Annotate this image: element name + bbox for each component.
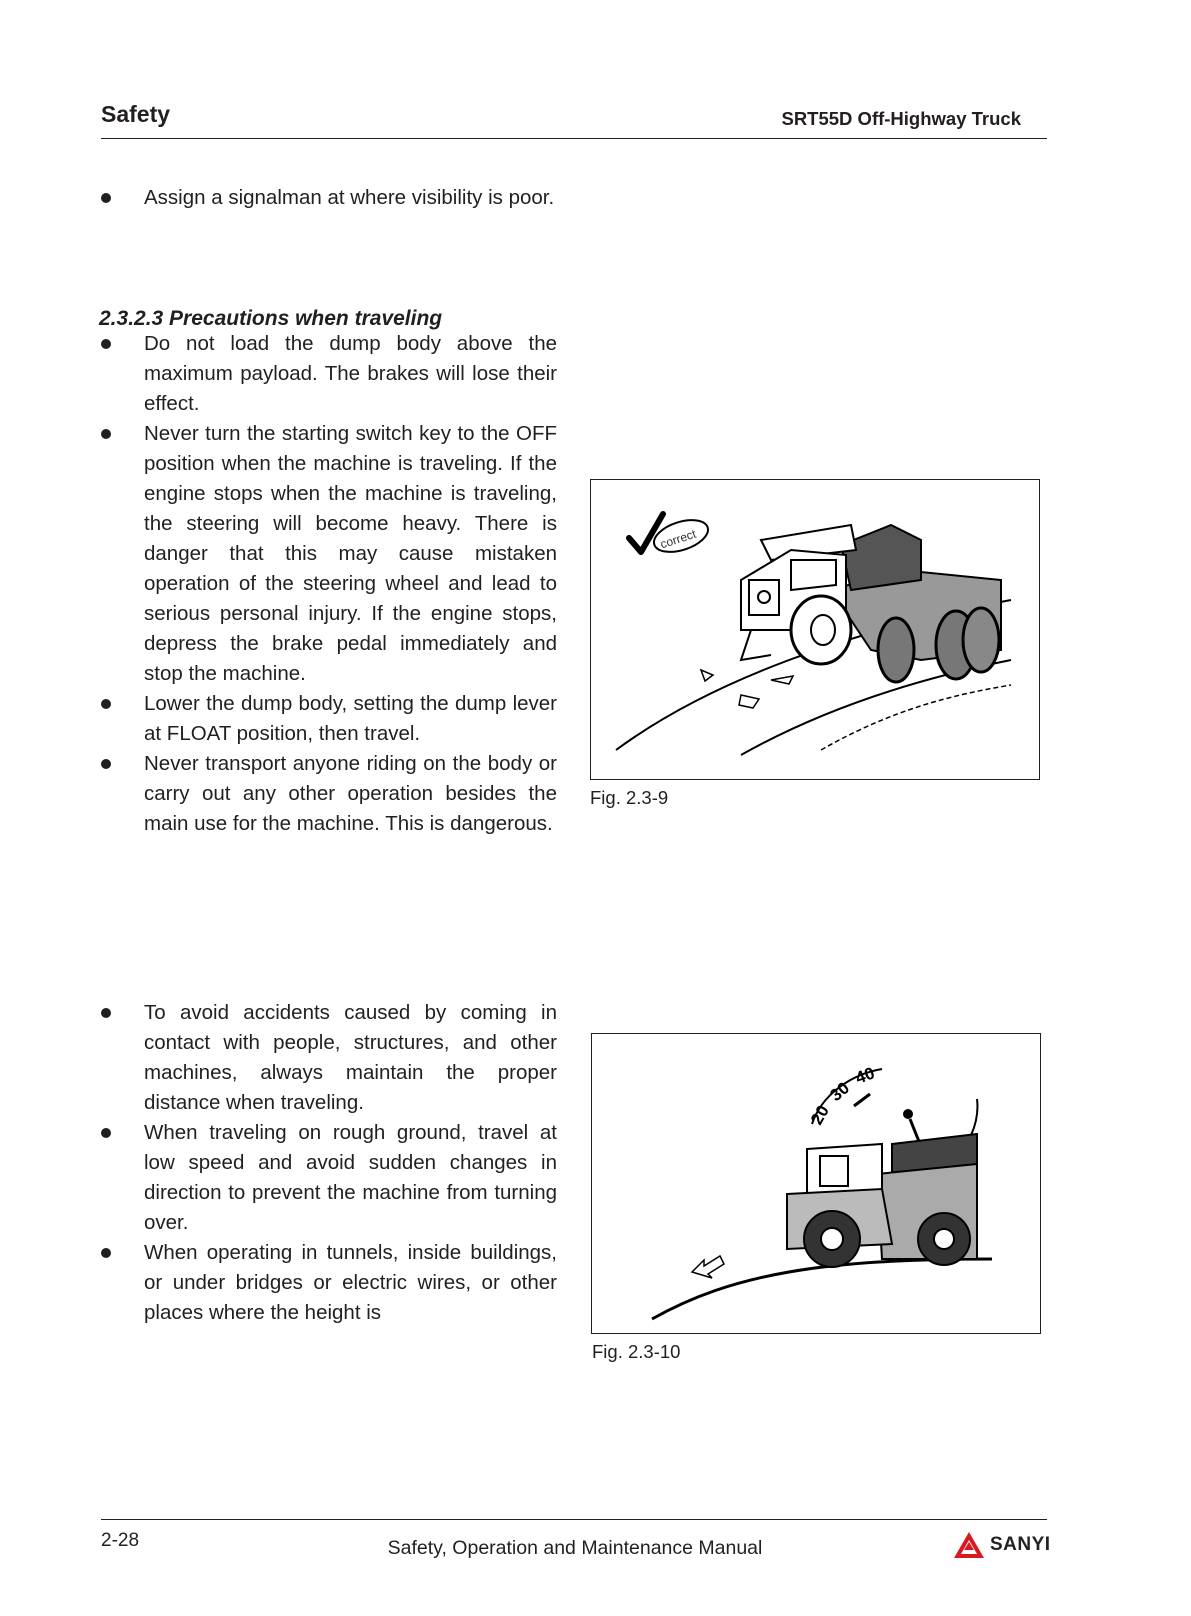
intro-bullet-list [101,183,557,213]
section-bullet-list [101,329,557,839]
bullet-icon [101,1128,111,1138]
brand-logo [952,1530,1051,1560]
figure-caption: Fig. 2.3-10 [592,1341,681,1362]
bullet-icon [101,699,111,709]
header-product: SRT55D Off-Highway Truck [781,108,1021,129]
section-title: 2.3.2.3 Precautions when traveling [99,307,443,330]
correct-label: correct [658,526,698,552]
bullet-icon [101,339,111,349]
page-number: 2-28 [101,1530,140,1551]
speed-mark-30: 30 [826,1078,854,1106]
list-item: Lower the dump body, setting the dump lever at FLOAT position, then travel. [101,689,557,749]
list-item: Never turn the starting switch key to the OFF position when the machine is traveling. If the engine stops when the machine is traveling, the steering will become heavy. There is danger that this may cause mistaken operation of the steering wheel and lead to serious personal injury. If the engine stops, depress the brake pedal immediately and stop the machine. [101,419,557,689]
figure-caption: Fig. 2.3-9 [590,787,669,808]
bullet-icon [101,193,111,203]
list-item: Never transport anyone riding on the body or carry out any other operation besides the main use for the machine. This is dangerous. [101,749,557,839]
lower-bullet-list [101,998,557,1328]
bullet-icon [101,1008,111,1018]
list-item: Do not load the dump body above the maximum payload. The brakes will lose their effect. [101,329,557,419]
brand-name: SANYI [990,1534,1051,1555]
list-item: Assign a signalman at where visibility is poor. [101,183,557,213]
truck-speed-illustration [592,1034,1040,1333]
footer-rule [101,1519,1047,1520]
figure-2-3-10 [591,1033,1041,1334]
arrow-icon [692,1256,724,1278]
speed-mark-40: 40 [852,1063,878,1088]
header-section: Safety [101,101,171,127]
bullet-icon [101,1248,111,1258]
list-item: When traveling on rough ground, travel at low speed and avoid sudden changes in direction to prevent the machine from turning over. [101,1118,557,1238]
footer-title: Safety, Operation and Maintenance Manual [387,1537,763,1559]
list-item: When operating in tunnels, inside buildings, or under bridges or electric wires, or other places where the height is [101,1238,557,1328]
header-rule [101,138,1047,139]
bullet-icon [101,759,111,769]
bullet-icon [101,429,111,439]
dump-truck-illustration [591,480,1039,779]
list-item: To avoid accidents caused by coming in contact with people, structures, and other machines, always maintain the proper distance when traveling. [101,998,557,1118]
speed-mark-20: 20 [807,1102,833,1128]
sanyi-logo-icon [952,1530,986,1560]
figure-2-3-9 [590,479,1040,780]
